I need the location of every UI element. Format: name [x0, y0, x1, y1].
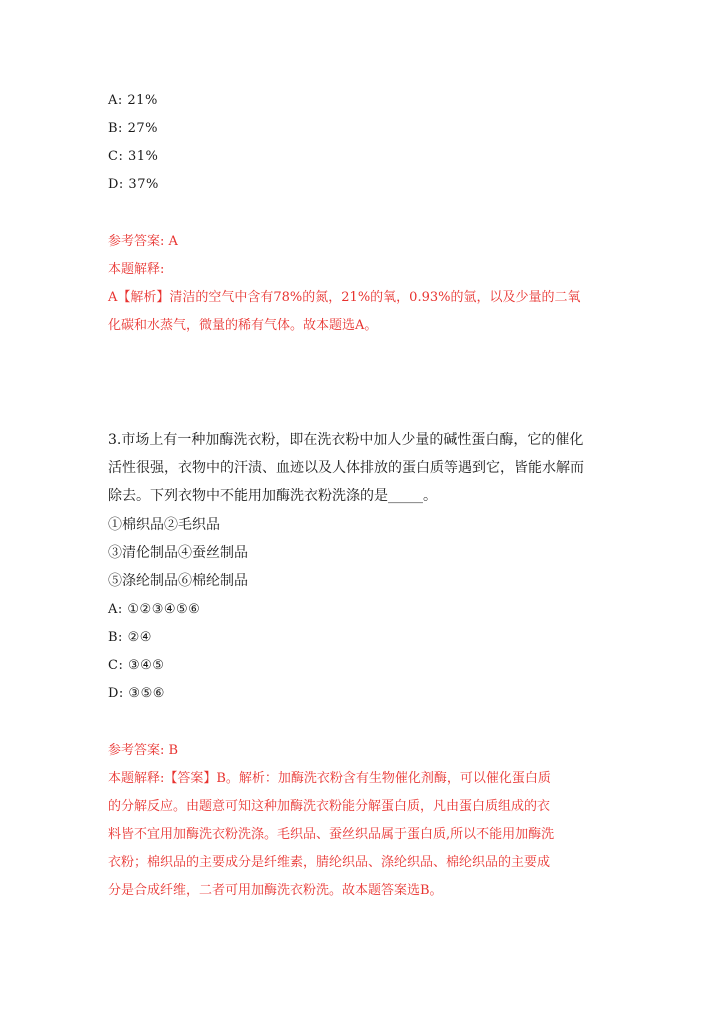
option-a: A: 21%	[108, 93, 158, 108]
option-d: D: 37%	[108, 177, 159, 192]
explanation-line: 本题解释:【答案】B。解析：加酶洗衣粉含有生物催化剂酶，可以催化蛋白质	[108, 771, 551, 786]
question-stem-line: 除去。下列衣物中不能用加酶洗衣粉洗涤的是_____。	[108, 488, 437, 504]
explanation-line: 料皆不宜用加酶洗衣粉洗涤。毛织品、蚕丝织品属于蛋白质,所以不能用加酶洗	[108, 827, 555, 842]
question-stem-line: 活性很强，衣物中的汗渍、血迹以及人体排放的蛋白质等遇到它，皆能水解而	[108, 460, 584, 476]
option-b: B: 27%	[108, 121, 158, 136]
option-d: D: ③⑤⑥	[108, 686, 165, 701]
option-c: C: 31%	[108, 149, 159, 164]
question-item: ①棉织品②毛织品	[108, 517, 220, 533]
answer-text: 参考答案: B	[108, 743, 179, 758]
answer-text: 参考答案: A	[108, 234, 178, 249]
question-item: ⑤涤纶制品⑥棉纶制品	[108, 573, 248, 589]
explanation-line: A【解析】清洁的空气中含有78%的氮，21%的氧，0.93%的氩，以及少量的二氧	[108, 290, 581, 305]
option-a: A: ①②③④⑤⑥	[108, 602, 201, 617]
explanation-line: 分是合成纤维，二者可用加酶洗衣粉洗。故本题答案选B。	[108, 883, 443, 898]
explanation-label: 本题解释:	[108, 262, 165, 277]
option-c: C: ③④⑤	[108, 658, 165, 673]
option-b: B: ②④	[108, 630, 152, 645]
question-item: ③清伦制品④蚕丝制品	[108, 545, 248, 561]
explanation-line: 化碳和水蒸气，微量的稀有气体。故本题选A。	[108, 318, 378, 333]
explanation-line: 的分解反应。由题意可知这种加酶洗衣粉能分解蛋白质，凡由蛋白质组成的衣	[108, 799, 551, 814]
question-stem-line: 3.市场上有一种加酶洗衣粉，即在洗衣粉中加人少量的碱性蛋白酶，它的催化	[108, 432, 584, 448]
explanation-line: 衣粉；棉织品的主要成分是纤维素，腈纶织品、涤纶织品、棉纶织品的主要成	[108, 855, 551, 870]
